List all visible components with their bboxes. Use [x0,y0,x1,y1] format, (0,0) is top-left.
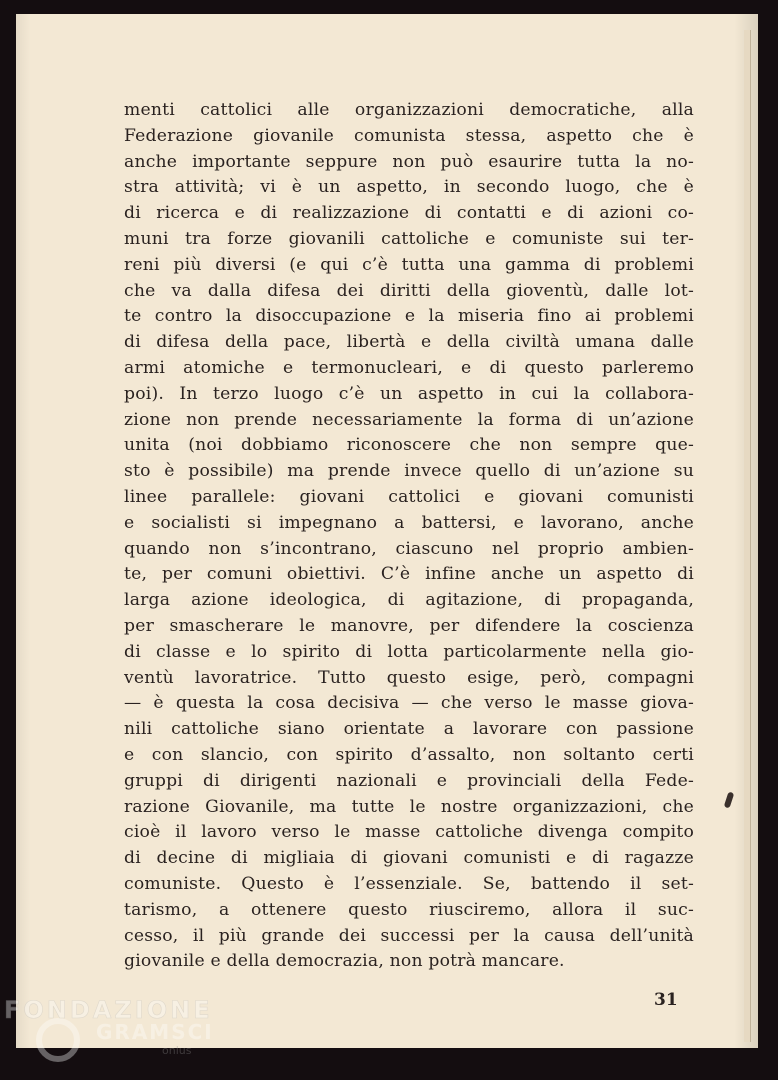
text-line: di decine di migliaia di giovani comunisti e di ragazze [124,848,694,869]
text-line: gruppi di dirigenti nazionali e provinciali della Fede- [124,770,694,791]
watermark-circle-icon [36,1018,80,1062]
text-line: cesso, il più grande dei successi per la causa dell’unità [124,925,694,946]
text-line: comuniste. Questo è l’essenziale. Se, battendo il set- [124,873,694,894]
text-line: muni tra forze giovanili cattoliche e comuniste sui ter- [124,228,694,249]
text-line: stra attività; vi è un aspetto, in secondo luogo, che è [124,177,694,198]
text-line: — è questa la cosa decisiva — che verso le masse giova- [124,693,694,714]
text-line: armi atomiche e termonucleari, e di questo parleremo [124,357,694,378]
text-line: menti cattolici alle organizzazioni democratiche, alla [124,100,694,120]
text-line: che va dalla difesa dei diritti della gioventù, dalle lot- [124,280,694,301]
text-line: zione non prende necessariamente la forma di un’azione [124,409,694,430]
text-line: razione Giovanile, ma tutte le nostre organizzazioni, che [124,796,694,817]
text-line: ventù lavoratrice. Tutto questo esige, però, compagni [124,667,694,688]
body-text [124,98,694,975]
text-line: di classe e lo spirito di lotta particolarmente nella gio- [124,641,694,662]
text-line: giovanile e della democrazia, non potrà mancare. [124,951,565,972]
text-line: tarismo, a ottenere questo riusciremo, allora il suc- [124,899,694,920]
watermark-logo [4,992,224,1076]
text-line: di difesa della pace, libertà e della civiltà umana dalle [124,332,694,353]
page-number: 31 [654,990,678,1010]
text-line: larga azione ideologica, di agitazione, di propaganda, [124,590,694,611]
text-line: Federazione giovanile comunista stessa, aspetto che è [124,125,694,146]
page-edge [744,30,751,1042]
text-line: quando non s’incontrano, ciascuno nel proprio ambien- [124,538,694,559]
watermark-line-3: onlus [162,1044,192,1057]
text-line: anche importante seppure non può esaurire tutta la no- [124,151,694,172]
watermark-line-1: FONDAZIONE [4,996,213,1024]
text-line: poi). In terzo luogo c’è un aspetto in cui la collabora- [124,383,694,404]
book-page [16,14,758,1048]
text-line: unita (noi dobbiamo riconoscere che non sempre que- [124,435,694,456]
watermark-line-2: GRAMSCI [96,1020,214,1044]
text-line: te contro la disoccupazione e la miseria fino ai problemi [124,306,694,327]
text-line: e con slancio, con spirito d’assalto, non soltanto certi [124,744,694,765]
text-line: te, per comuni obiettivi. C’è infine anche un aspetto di [124,564,694,585]
text-line: nili cattoliche siano orientate a lavorare con passione [124,719,694,740]
text-line: cioè il lavoro verso le masse cattoliche divenga compito [124,822,694,843]
text-line: di ricerca e di realizzazione di contatti e di azioni co- [124,203,694,224]
text-line: per smascherare le manovre, per difendere la coscienza [124,615,694,636]
text-line: reni più diversi (e qui c’è tutta una gamma di problemi [124,254,694,275]
text-line: linee parallele: giovani cattolici e giovani comunisti [124,486,694,507]
text-line: sto è possibile) ma prende invece quello di un’azione su [124,461,694,482]
text-line: e socialisti si impegnano a battersi, e lavorano, anche [124,512,694,533]
